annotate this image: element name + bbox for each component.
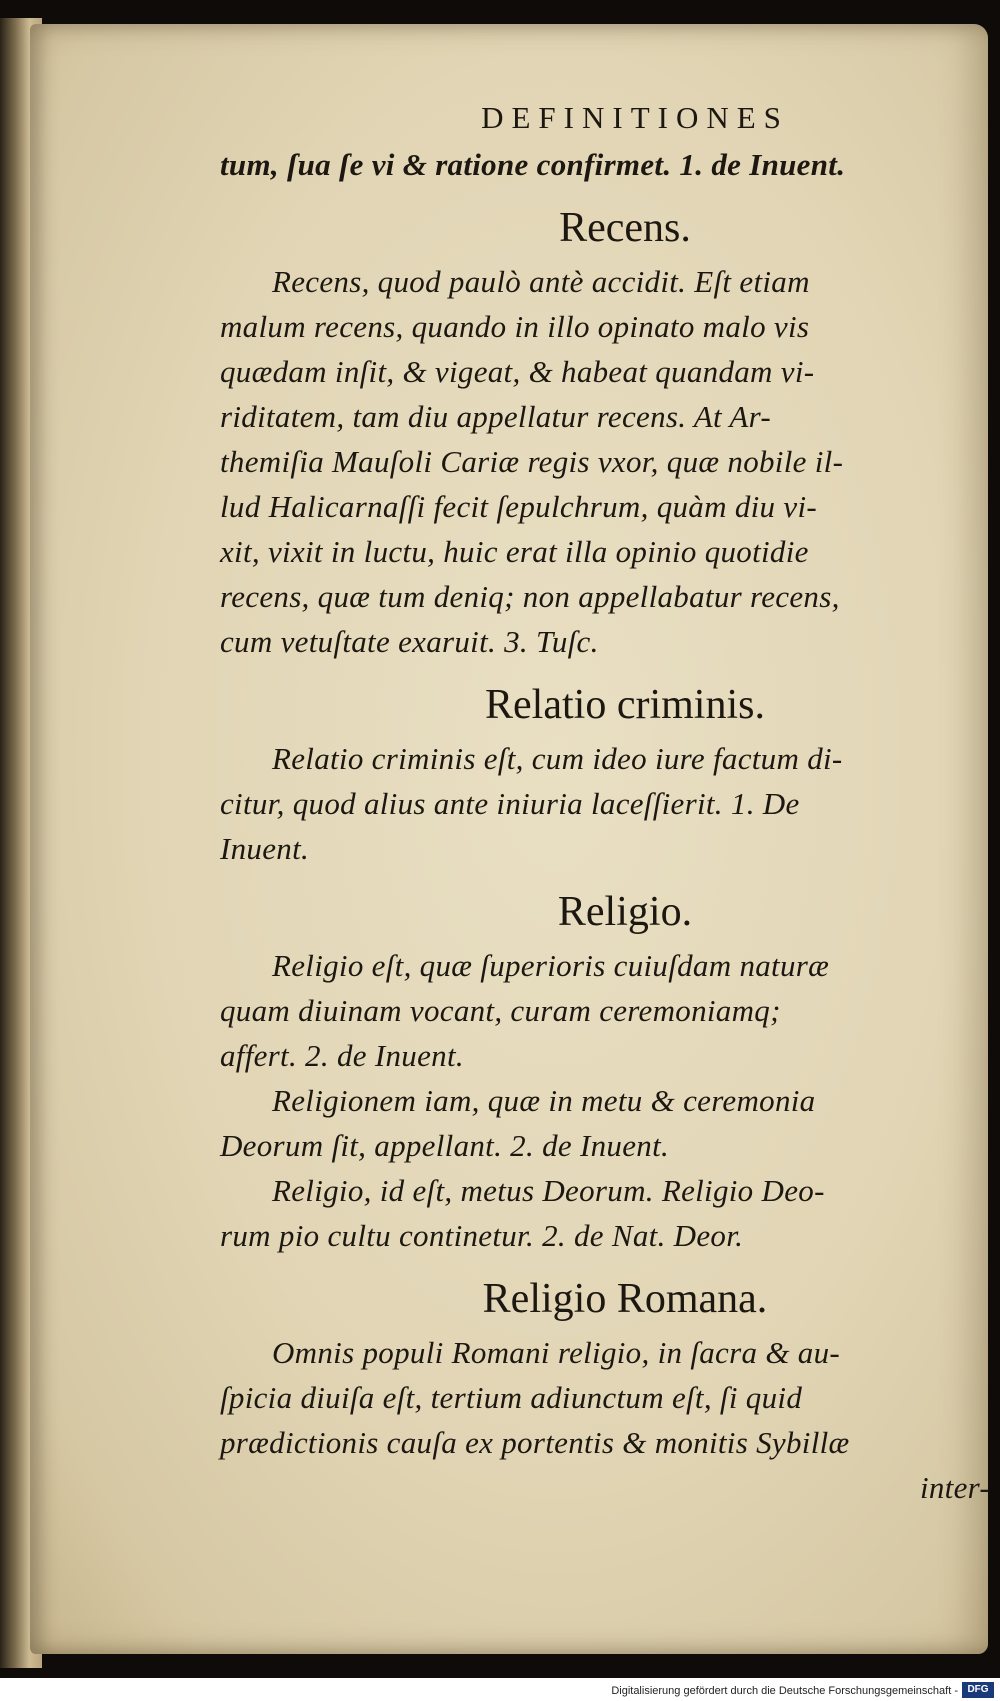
text-line: Deorum ſit, appellant. 2. de Inuent. bbox=[220, 1128, 670, 1163]
entry-heading: Religio. bbox=[557, 889, 693, 935]
footer-bar bbox=[0, 1678, 1000, 1701]
text-line: prædictionis cauſa ex portentis & monitis Sybillæ bbox=[220, 1425, 850, 1460]
text-line: Inuent. bbox=[220, 831, 310, 866]
text-line: recens, quæ tum deniq; non appellabatur recens, bbox=[220, 579, 840, 614]
text-line: Recens, quod paulò antè accidit. Eſt etiam bbox=[272, 264, 810, 299]
text-line: ſpicia diuiſa eſt, tertium adiunctum eſt, ſi quid bbox=[220, 1380, 803, 1415]
text-line: Religio eſt, quæ ſuperioris cuiuſdam naturæ bbox=[272, 948, 830, 983]
entry-heading: Religio Romana. bbox=[482, 1276, 768, 1322]
text-line: Religionem iam, quæ in metu & ceremonia bbox=[272, 1083, 816, 1118]
text-line: tum, ſua ſe vi & ratione confirmet. 1. de Inuent. bbox=[220, 147, 846, 182]
text-line: inter- bbox=[919, 1470, 990, 1505]
dfg-logo: DFG bbox=[962, 1682, 994, 1698]
text-line: themiſia Mauſoli Cariæ regis vxor, quæ nobile il- bbox=[220, 444, 844, 479]
text-line: quam diuinam vocant, curam ceremoniamq; bbox=[220, 993, 781, 1028]
text-line: affert. 2. de Inuent. bbox=[220, 1038, 464, 1073]
text-line: malum recens, quando in illo opinato malo vis bbox=[220, 309, 810, 344]
entry-heading: Recens. bbox=[559, 205, 691, 251]
entry-heading: Relatio criminis. bbox=[485, 682, 765, 728]
page-text bbox=[220, 80, 990, 1510]
text-line: Religio, id eſt, metus Deorum. Religio Deo- bbox=[272, 1173, 825, 1208]
text-line: citur, quod alius ante iniuria laceſſierit. 1. De bbox=[220, 786, 800, 821]
text-line: cum vetuſtate exaruit. 3. Tuſc. bbox=[220, 624, 599, 659]
text-line: lud Halicarnaſſi fecit ſepulchrum, quàm diu vi- bbox=[220, 489, 817, 524]
text-line: rum pio cultu continetur. 2. de Nat. Deor. bbox=[220, 1218, 744, 1253]
text-line: riditatem, tam diu appellatur recens. At Ar- bbox=[220, 399, 772, 434]
text-line: Omnis populi Romani religio, in ſacra & au- bbox=[272, 1335, 841, 1370]
footer-credit: Digitalisierung gefördert durch die Deutsche Forschungsgemeinschaft - bbox=[611, 1685, 958, 1697]
text-line: xit, vixit in luctu, huic erat illa opinio quotidie bbox=[220, 534, 809, 569]
text-lines bbox=[220, 142, 990, 1510]
text-line: quædam inſit, & vigeat, & habeat quandam vi- bbox=[220, 354, 815, 389]
running-head: DEFINITIONES bbox=[481, 100, 789, 135]
text-line: Relatio criminis eſt, cum ideo iure factum di- bbox=[272, 741, 843, 776]
